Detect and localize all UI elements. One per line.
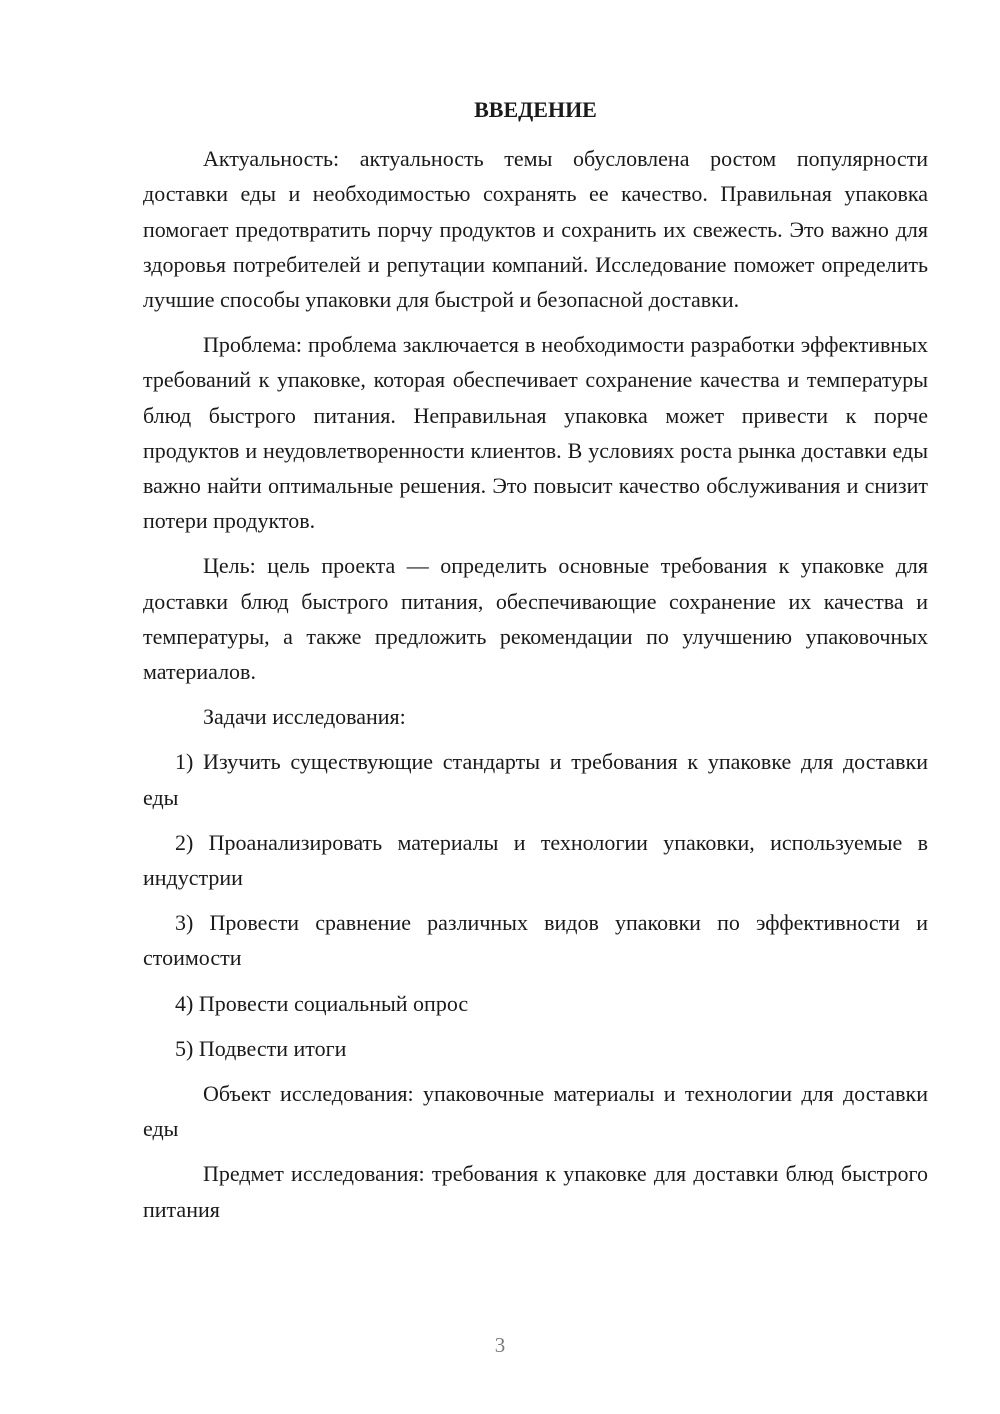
section-title: ВВЕДЕНИЕ bbox=[474, 97, 597, 122]
page-number: 3 bbox=[494, 1333, 506, 1357]
paragraph-relevance: Актуальность: актуальность темы обусловлена ростом популярности доставки еды и необходимостью сохранять ее качество. Правильная упаковка помогает предотвратить порчу продуктов и сохранить их свежесть. Это важно для здоровья потребителей и репутации компаний. Исследование поможет определить лучшие способы упаковки для быстрой и безопасной доставки. bbox=[143, 146, 928, 313]
paragraph-object: Объект исследования: упаковочные материалы и технологии для доставки еды bbox=[143, 1081, 928, 1142]
paragraph-goal: Цель: цель проекта — определить основные требования к упаковке для доставки блюд быстрого питания, обеспечивающие сохранение их качества и температуры, а также предложить рекомендации по улучшению упаковочных материалов. bbox=[143, 553, 928, 685]
task-item: 4) Провести социальный опрос bbox=[175, 990, 469, 1016]
task-item: 5) Подвести итоги bbox=[175, 1035, 347, 1061]
task-item: 2) Проанализировать материалы и технологии упаковки, используемые в индустрии bbox=[143, 829, 928, 891]
task-item: 3) Провести сравнение различных видов упаковки по эффективности и стоимости bbox=[143, 910, 928, 971]
paragraph-problem: Проблема: проблема заключается в необходимости разработки эффективных требований к упаковке, которая обеспечивает сохранение качества и температуры блюд быстрого питания. Неправильная упаковка может привести к порче продуктов и неудовлетворенности клиентов. В условиях роста рынка доставки еды важно найти оптимальные решения. Это повысит качество обслуживания и снизит потери продуктов. bbox=[143, 332, 928, 534]
task-item: 1) Изучить существующие стандарты и требования к упаковке для доставки еды bbox=[143, 749, 928, 810]
document-page bbox=[143, 92, 928, 1237]
tasks-heading: Задачи исследования: bbox=[203, 704, 406, 730]
paragraph-subject: Предмет исследования: требования к упаковке для доставки блюд быстрого питания bbox=[143, 1161, 928, 1222]
